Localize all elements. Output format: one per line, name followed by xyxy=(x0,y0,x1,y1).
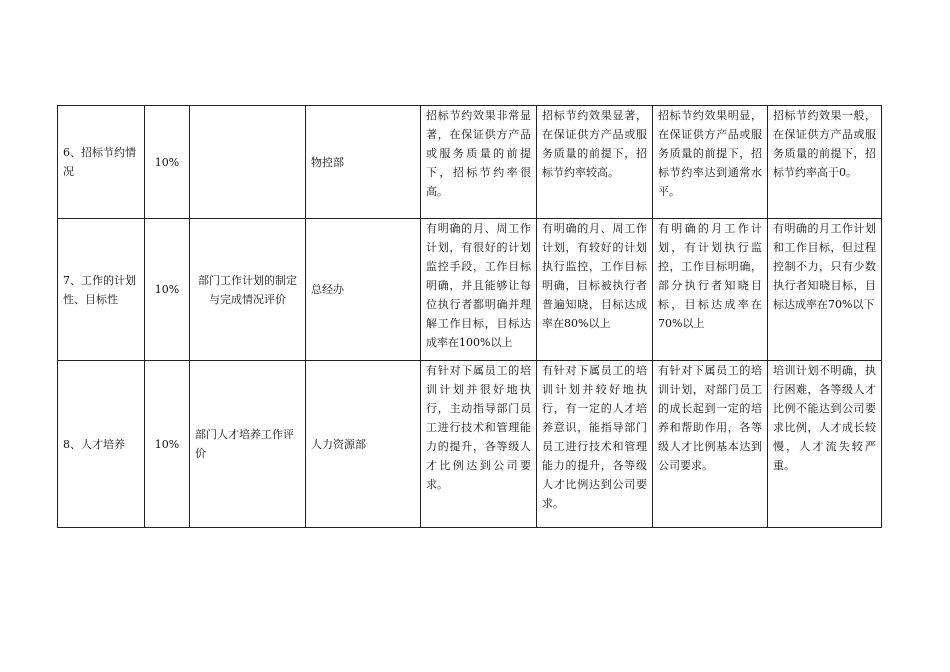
item-label: 8、人才培养 xyxy=(63,437,125,451)
department-cell: 物控部 xyxy=(306,106,421,219)
level-excellent-cell: 有明确的月、周工作计划，有很好的计划监控手段，工作目标明确，并且能够让每位执行者都明确并理解工作目标，目标达成率在100%以上 xyxy=(421,219,537,361)
method-cell xyxy=(190,106,306,219)
weight-cell: 10% xyxy=(145,361,190,528)
level-fair-cell: 培训计划不明确，执行困难，各等级人才比例不能达到公司要求比例，人才成长较慢，人才流失较严重。 xyxy=(768,361,882,528)
weight-cell: 10% xyxy=(145,106,190,219)
department-cell: 总经办 xyxy=(306,219,421,361)
level-excellent-cell: 有针对下属员工的培训计划并很好地执行，主动指导部门员工进行技术和管理能力的提升，各等级人才比例达到公司要求。 xyxy=(421,361,537,528)
method-cell: 部门工作计划的制定与完成情况评价 xyxy=(190,219,306,361)
level-fair-cell: 有明确的月工作计划和工作目标，但过程控制不力，只有少数执行者知晓目标，目标达成率在70%以下 xyxy=(768,219,882,361)
item-label: 6、招标节约情况 xyxy=(63,146,136,178)
level-good-cell: 有针对下属员工的培训计划并较好地执行，有一定的人才培养意识，能指导部门员工进行技术和管理能力的提升，各等级人才比例达到公司要求。 xyxy=(537,361,653,528)
table-row xyxy=(58,219,882,361)
item-cell xyxy=(58,106,145,219)
item-cell xyxy=(58,361,145,528)
level-good-cell: 招标节约效果显著，在保证供方产品或服务质量的前提下，招标节约率较高。 xyxy=(537,106,653,219)
item-label: 7、工作的计划性、目标性 xyxy=(63,273,136,306)
table-row xyxy=(58,106,882,219)
department-cell: 人力资源部 xyxy=(306,361,421,528)
table-row xyxy=(58,361,882,528)
level-good-cell: 有明确的月、周工作计划，有较好的计划执行监控，工作目标明确，目标被执行者普遍知晓，目标达成率在80%以上 xyxy=(537,219,653,361)
item-cell xyxy=(58,219,145,361)
evaluation-table xyxy=(57,105,882,528)
level-average-cell: 招标节约效果明显，在保证供方产品或服务质量的前提下，招标节约率达到通常水平。 xyxy=(653,106,768,219)
weight-cell: 10% xyxy=(145,219,190,361)
level-average-cell: 有针对下属员工的培训计划，对部门员工的成长起到一定的培养和帮助作用，各等级人才比例基本达到公司要求。 xyxy=(653,361,768,528)
method-cell: 部门人才培养工作评价 xyxy=(190,361,306,528)
level-excellent-cell: 招标节约效果非常显著，在保证供方产品或服务质量的前提下，招标节约率很高。 xyxy=(421,106,537,219)
level-fair-cell: 招标节约效果一般，在保证供方产品或服务质量的前提下，招标节约率高于0。 xyxy=(768,106,882,219)
level-average-cell: 有明确的月工作计划，有计划执行监控，工作目标明确，部分执行者知晓目标，目标达成率在70%以上 xyxy=(653,219,768,361)
